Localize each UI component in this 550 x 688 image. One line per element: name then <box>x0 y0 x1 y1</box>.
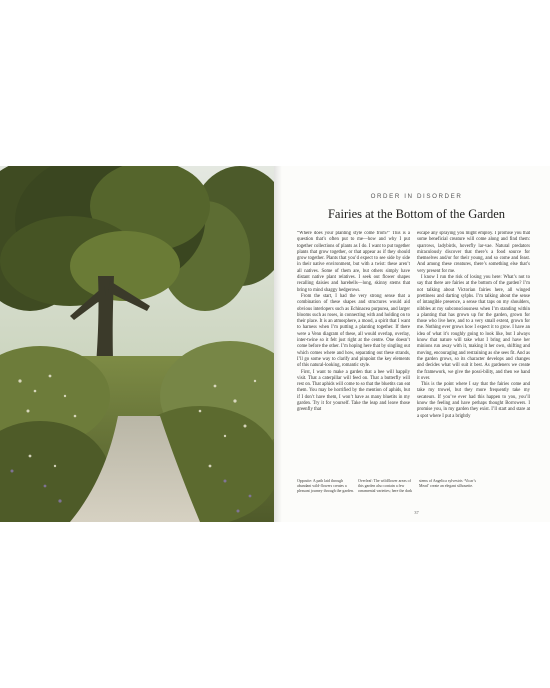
paragraph: This is the point where I say that the fairies come and take my trowel, but they more frequently take my secateurs. If you’ve ever had this happen to you, you’ll know the feeling and have perhaps thought Borrowers. I promise you, in my garden they exist. I’ll start and stare at a spot where I put a brightly <box>417 382 530 419</box>
body-column-left <box>297 231 410 477</box>
chapter-kicker: ORDER IN DISORDER <box>370 193 463 200</box>
garden-path-photo <box>0 166 274 522</box>
paragraph: First, I want to make a garden that a bee will happily visit. That a caterpillar will feed on. That a butterfly will rest on. That aphids will come to so that the bluetits can eat them. You may be horrified by the mention of aphids, but if I don’t have them, I won’t have as many bluetits in my garden. Try it for yourself. Take the leap and leave those greenfly that <box>297 369 410 413</box>
garden-photo-illustration <box>0 166 274 522</box>
photo-captions <box>297 479 537 507</box>
paragraph: escape any spraying you might employ. I promise you that some beneficial creature will come along and find them: sparrows, ladybirds, hoverfly lar-vae. Natural predators miraculously discover that there’s a food source for themselves and/or for their young, and so come and feast. And among these creatures, there’s something else that’s very present for me. <box>417 231 530 274</box>
text-page <box>283 166 550 522</box>
caption-continued: stems of Angelica sylvestris ‘Vicar’s Mead’ create an elegant silhouette. <box>419 479 476 488</box>
page-number: 37 <box>414 510 419 515</box>
body-column-right <box>417 231 530 477</box>
paragraph: “Where does your planting style come from?” This is a question that’s often put to me—how and why I put together collections of plants as I do. I want to put together plants that grow together, or that appear as if they should grow together. Plants that you’d expect to see side by side in their native environment, but with a twist: these aren’t all natives. Some of them are, but others simply have distant native plant relatives. I seek out flower shapes recalling daisies and harebells—long, skinny stems that bring to mind shaggy hedgerows. <box>297 231 410 293</box>
paragraph: I know I run the risk of losing you here: What’s not to say that there are fairies at the bottom of the garden? I’m not talking about Victorian fairies here, all winged prettiness and darting sylphs. I’m talking about the sense of intangible presence, a sense that taps on my shoulders, nibbles at my subconsciousness when I’m standing within a planting that has grown up for the garden, grown for those who live here, and to a very small extent, grown for me. Nothing ever grows how I expect it to grow. I have an idea of what it’s roughly going to look like, but I always know that nature will take what I bring and have her minions run away with it, making it her own, shifting and moving, encouraging and restraining as she sees fit. And as the garden grows, so its character develops and changes and decides what will suit it best. As gardeners we create the framework, we give the possi-bility, and then we hand it over. <box>417 275 530 381</box>
caption-overleaf: Overleaf: The wildflower areas of this garden also contain a few ornamental varieties; here the dark <box>358 479 413 493</box>
page-gutter-shadow <box>274 166 282 522</box>
book-spread <box>0 166 550 522</box>
caption-opposite: Opposite: A path laid through abundant wild-flowers creates a pleasant journey through the garden. <box>297 479 354 493</box>
page-title: Fairies at the Bottom of the Garden <box>327 207 506 221</box>
paragraph: From the start, I had the very strong sense that a combination of these shapes and structures would aid obvious interlopers such as Echinacea purpurea, and larger blooms such as roses, in connecting with and holding on to their place. It is an atmosphere, a mood, a spirit that I want to harness when I’m putting a planting together. If there were a Venn diagram of these, all would overlap, overlay, inter-twine so it felt just right at the centre. One doesn’t come before the other. I’m hoping here that by singling out which comes where and how, separating out these strands, I’ll go some way to clarify and pinpoint the key elements of this natural-looking, romantic style. <box>297 293 410 369</box>
